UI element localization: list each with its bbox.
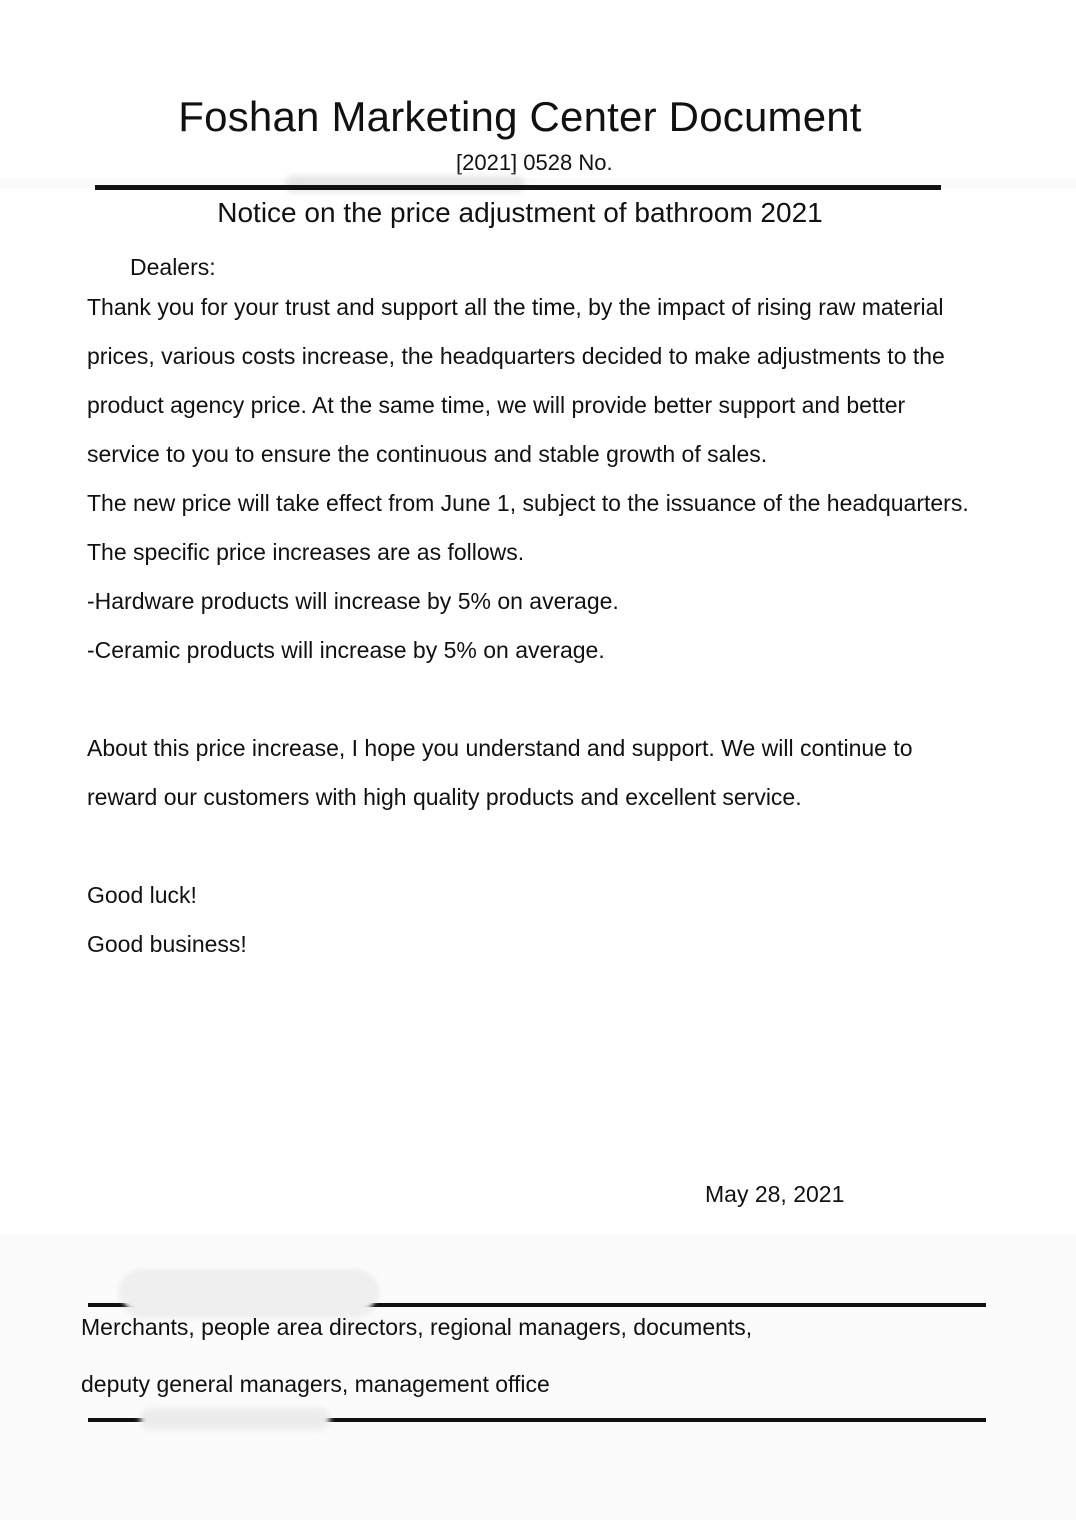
redaction-smudge	[120, 1270, 378, 1312]
body-line: -Hardware products will increase by 5% on average.	[87, 588, 619, 614]
header-divider	[95, 185, 941, 190]
body-line: The new price will take effect from June 1, subject to the issuance of the headquarters.	[87, 490, 969, 516]
distribution-line: Merchants, people area directors, regional managers, documents,	[81, 1314, 753, 1340]
notice-title: Notice on the price adjustment of bathroom 2021	[217, 197, 823, 228]
closing-line: Good business!	[87, 931, 247, 957]
body-line: service to you to ensure the continuous and stable growth of sales.	[87, 441, 768, 467]
body-line: About this price increase, I hope you understand and support. We will continue to	[87, 735, 913, 761]
salutation: Dealers:	[130, 254, 216, 280]
body-line: reward our customers with high quality products and excellent service.	[87, 784, 802, 810]
issue-date: May 28, 2021	[705, 1181, 845, 1207]
body-line: prices, various costs increase, the headquarters decided to make adjustments to the	[87, 343, 945, 369]
body-line: product agency price. At the same time, we will provide better support and better	[87, 392, 906, 418]
closing-line: Good luck!	[87, 882, 197, 908]
body-line: The specific price increases are as follows.	[87, 539, 525, 565]
distribution-line: deputy general managers, management office	[81, 1371, 550, 1397]
redaction-smudge	[140, 1408, 330, 1430]
document-title: Foshan Marketing Center Document	[178, 93, 862, 140]
body-line: Thank you for your trust and support all the time, by the impact of rising raw material	[87, 294, 944, 320]
document-number: [2021] 0528 No.	[456, 150, 613, 175]
body-line: -Ceramic products will increase by 5% on average.	[87, 637, 605, 663]
